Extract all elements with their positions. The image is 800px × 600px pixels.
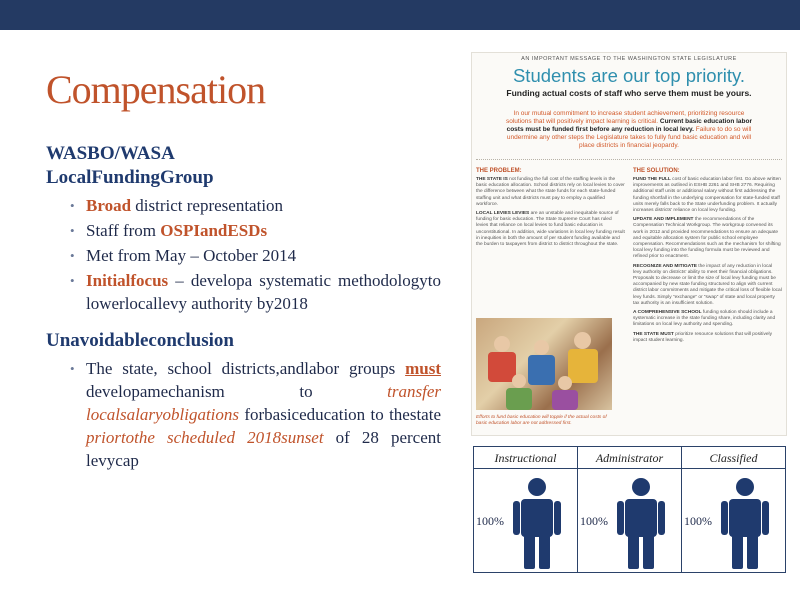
left-content <box>46 142 441 474</box>
bullet-text: The state, school districts,andlabor groups <box>86 359 406 378</box>
figure-cell-administrator <box>578 447 682 572</box>
problem-item <box>476 177 625 208</box>
figure-label: Classified <box>682 449 785 469</box>
flyer-intro <box>472 110 786 150</box>
child-figure <box>494 336 510 352</box>
highlight-text: must <box>405 359 441 378</box>
bullet-list-1 <box>46 194 441 315</box>
solution-item <box>633 264 782 307</box>
bullet-text: forbasiceducation to thestate <box>239 405 441 424</box>
item-text: cost of basic education labor first. Go above written improvements as outlined in ESHB 2261 and SHB 2776. Requiring additional staff units or additional salary without first addressing the funding shortfall in the underlying compensation for state-funded staff units merely falls back to the State underfunding problem. It actually increases districts' reliance on local levy funding. <box>633 177 781 214</box>
staff-figures-table <box>473 446 786 573</box>
item-lead: UPDATE AND IMPLEMENT <box>633 217 694 223</box>
solution-column <box>633 168 782 431</box>
item-lead: FUND THE FULL <box>633 177 671 182</box>
highlight-text: OSPIandESDs <box>160 221 268 240</box>
item-text: the recommendations of the Compensation Technical Workgroup. The workgroup convened its work in 2012 and provided recommendations to ensure an adequate and equitable allocation system for public school employee compensation. Recommendations such as the mechanism for shifting local levy funding into the funding formula must be reviewed and refined prior to enactment. <box>633 217 781 260</box>
item-lead: THE STATE IS <box>476 177 508 182</box>
solution-item <box>633 217 782 260</box>
bullet-text: developamechanism to <box>86 382 388 401</box>
child-figure <box>552 390 578 410</box>
top-banner <box>0 0 800 30</box>
solution-item <box>633 177 782 214</box>
flyer-subhead: Funding actual costs of staff who serve them must be yours. <box>506 88 752 98</box>
flyer-intro-text: In our mutual commitment to increase student achievement, prioritizing resource solutions that will positively impact learning is critical. <box>505 110 745 125</box>
item-text: prioritize resource solutions that will positively impact student learning. <box>633 331 772 343</box>
figure-cell-classified <box>682 447 785 572</box>
photo-caption: Efforts to fund basic education will topple if the actual costs of basic education labor are not addressed first. <box>476 415 607 426</box>
flyer-intro-bold: Current basic education labor costs must be funded first before any reduction in local levy. <box>506 118 752 133</box>
person-icon <box>616 477 666 569</box>
item-text: are an unstable and inequitable source of funding for basic education. The State Supreme Court has ruled levies that reliance on local levies to fund basic education is unconstitutional. In addition, wide variations in local levy funding result in inequities in both the amount of per student funding available and the burden to taxpayers from district to district throughout the state. <box>476 211 625 248</box>
figure-label: Administrator <box>578 449 681 469</box>
figure-label: Instructional <box>474 449 577 469</box>
child-figure <box>512 374 526 388</box>
child-figure <box>506 388 532 410</box>
section-heading-1a: WASBO/WASA <box>46 143 175 164</box>
bullet-item <box>46 269 441 315</box>
bullet-item <box>46 194 441 217</box>
bullet-item <box>46 357 441 472</box>
bullet-text: – developa systematic methodologyto lowerlocallevy authority by2018 <box>86 271 441 313</box>
flyer-headline: Students are our top priority. <box>512 65 746 86</box>
flyer-kicker: AN IMPORTANT MESSAGE TO THE WASHINGTON STATE LEGISLATURE <box>521 56 737 62</box>
item-lead: RECOGNIZE AND MITIGATE <box>633 263 697 269</box>
percent-label: 100% <box>684 514 712 528</box>
item-lead: THE STATE MUST <box>633 331 674 337</box>
item-lead: A COMPREHENSIVE SCHOOL <box>633 310 702 316</box>
solution-item <box>633 332 782 344</box>
classroom-photo <box>476 318 612 410</box>
flyer-columns <box>476 168 782 431</box>
bullet-text: Staff from <box>86 221 161 240</box>
item-lead: LOCAL LEVIES LEVIES <box>476 211 530 217</box>
italic-highlight: priortothe scheduled 2018sunset <box>86 428 324 447</box>
highlight-text: Initialfocus <box>86 271 169 290</box>
person-icon <box>512 477 562 569</box>
percent-label: 100% <box>580 514 608 528</box>
item-text: the impact of any reduction in local levy authority on districts' ability to meet their financial obligations. Proposals to decrease or limit the size of local levy funding must be accompanied by new state funding structured to align with current district labor commitments and mitigate the critical loss of flexible local levy funds. Simply “exchange” or “swap” of state and local property tax authority is an insufficient solution. <box>633 263 782 306</box>
person-icon <box>720 477 770 569</box>
highlight-text: Broad <box>86 196 132 215</box>
figure-cell-instructional <box>474 447 578 572</box>
bullet-item <box>46 244 441 267</box>
bullet-item <box>46 219 441 242</box>
bullet-list-2 <box>46 357 441 472</box>
item-text: not funding the full cost of the staffing levels in the basic education allocation. School districts rely on local levies to cover the difference between what the state funds for each state-funded staffing unit and what districts must pay to employ a qualified workforce. <box>476 177 625 207</box>
child-figure <box>574 332 591 349</box>
section-heading-2: Unavoidableconclusion <box>46 330 234 351</box>
divider <box>476 159 782 160</box>
problem-item <box>476 211 625 248</box>
solution-heading: THE SOLUTION: <box>633 168 680 174</box>
slide-title: Compensation <box>46 67 266 112</box>
solution-item <box>633 310 782 329</box>
bullet-text: district representation <box>131 196 284 215</box>
section-heading-1b: LocalFundingGroup <box>46 167 214 188</box>
problem-column <box>476 168 625 431</box>
flyer-intro-end: Failure to do so will undermine any other steps the Legislature takes to fully fund basic education and will place districts in financial jeopardy. <box>506 126 752 149</box>
bullet-text: of 28 percent levycap <box>86 428 441 470</box>
item-text: funding solution should include a systematic increase in the state funding share, including clarity and limitations on local levy authority and spending. <box>633 310 776 328</box>
italic-highlight: transfer localsalaryobligations <box>86 382 441 424</box>
child-figure <box>528 355 555 385</box>
percent-label: 100% <box>476 514 504 528</box>
legislature-flyer <box>471 52 787 436</box>
bullet-text: Met from May – October 2014 <box>86 246 297 265</box>
child-figure <box>568 349 598 383</box>
child-figure <box>534 340 549 355</box>
child-figure <box>558 376 572 390</box>
problem-heading: THE PROBLEM: <box>476 168 522 174</box>
